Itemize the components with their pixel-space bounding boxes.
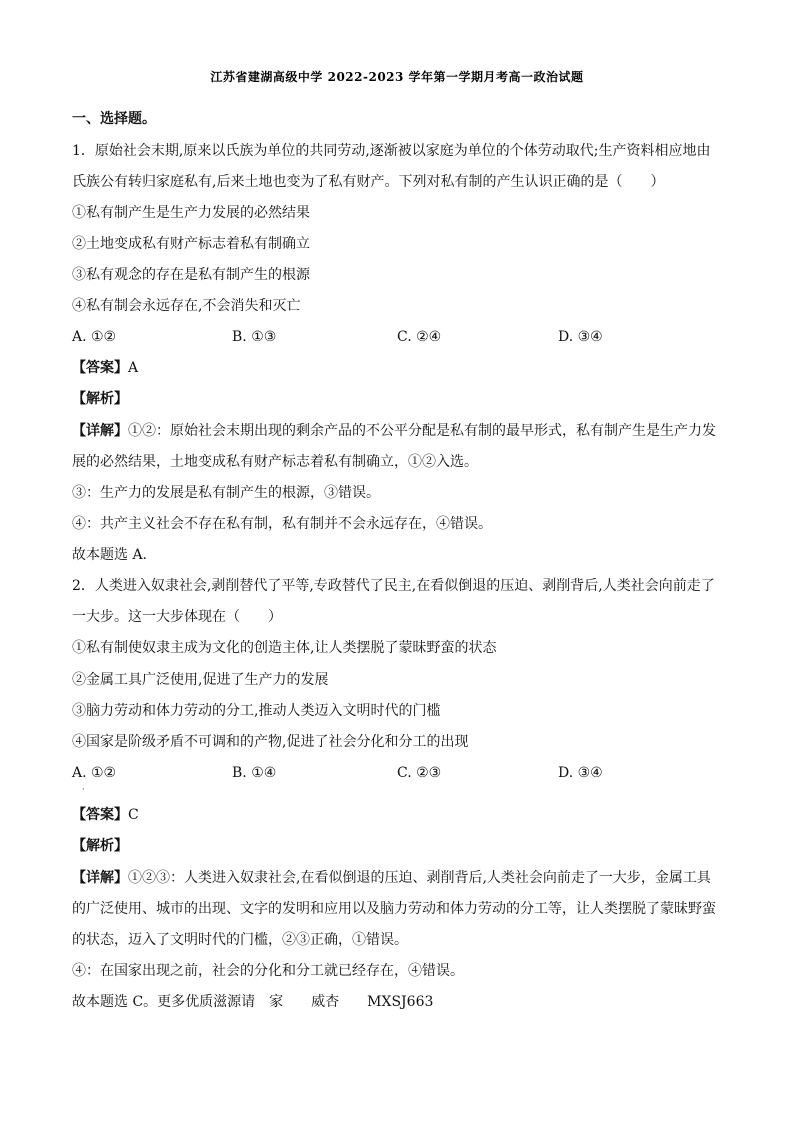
q1-item-1: ①私有制产生是生产力发展的必然结果 [72,205,310,221]
q2-item-1: ①私有制使奴隶主成为文化的创造主体,让人类摆脱了蒙昧野蛮的状态 [72,640,497,656]
q1-option-b: B. ①③ [232,329,277,345]
answer-value: C [128,807,139,823]
q2-answer [72,806,139,824]
q1-option-d: D. ③④ [558,329,603,345]
q2-conclusion: 故本题选 C。更多优质滋源请 家 威杏 MXSJ663 [72,994,434,1010]
q1-option-a: A. ①② [72,329,117,345]
detail-text: ①②：原始社会末期出现的剩余产品的不公平分配是私有制的最早形式，私有制产生是生产力发 [128,423,716,439]
page-title: 江苏省建湖高级中学 2022-2023 学年第一学期月考高一政治试题 [210,70,584,84]
detail-tag: 【详解】 [72,870,128,886]
q2-stem-line2: 一大步。这一大步体现在（ ） [72,609,282,625]
q1-detail-line4: ④：共产主义社会不存在私有制，私有制并不会永远存在，④错误。 [72,516,492,532]
answer-tag: 【答案】 [72,807,128,823]
q1-conclusion: 故本题选 A. [72,547,148,563]
q2-detail-line3: 的状态，迈入了文明时代的门槛，②③正确，①错误。 [72,932,408,948]
q2-item-4: ④国家是阶级矛盾不可调和的产物,促进了社会分化和分工的出现 [72,734,469,750]
q1-item-2: ②土地变成私有财产标志着私有制确立 [72,236,310,252]
q1-option-c: C. ②④ [397,329,442,345]
q1-detail-line2: 展的必然结果，土地变成私有财产标志着私有制确立，①②入选。 [72,454,478,470]
analysis-tag: 【解析】 [72,391,128,407]
q2-option-d: D. ③④ [558,765,603,781]
q2-option-a: A. ①② [72,765,117,781]
answer-value: A [128,360,139,376]
q1-detail-line1 [72,422,716,440]
q1-item-4: ④私有制会永远存在,不会消失和灭亡 [72,298,301,314]
detail-tag: 【详解】 [72,423,128,439]
q1-analysis [72,390,128,408]
q2-detail-line4: ④：在国家出现之前，社会的分化和分工就已经存在，④错误。 [72,963,464,979]
q2-option-b: B. ①④ [232,765,277,781]
q1-answer [72,359,138,377]
analysis-tag: 【解析】 [72,838,128,854]
answer-tag: 【答案】 [72,360,128,376]
q2-item-2: ②金属工具广泛使用,促进了生产力的发展 [72,672,329,688]
q2-stem-line1: 2．人类进入奴隶社会,剥削替代了平等,专政替代了民主,在看似倒退的压迫、剥削背后,人类社会向前走了 [72,578,715,594]
q1-stem-line1: 1．原始社会末期,原来以氏族为单位的共同劳动,逐渐被以家庭为单位的个体劳动取代;生产资料相应地由 [72,143,711,159]
q2-analysis [72,837,128,855]
q2-detail-line1 [72,869,711,887]
stray-dot: · [82,785,85,794]
q2-item-3: ③脑力劳动和体力劳动的分工,推动人类迈入文明时代的门槛 [72,703,441,719]
q1-item-3: ③私有观念的存在是私有制产生的根源 [72,267,310,283]
q2-detail-line2: 的广泛使用、城市的出现、文字的发明和应用以及脑力劳动和体力劳动的分工等，让人类摆脱了蒙昧野蛮 [72,901,716,917]
q1-detail-line3: ③：生产力的发展是私有制产生的根源，③错误。 [72,485,380,501]
q1-stem-line2: 氏族公有转归家庭私有,后来土地也变为了私有财产。下列对私有制的产生认识正确的是（ ） [72,174,665,190]
section-heading: 一、选择题。 [72,111,156,127]
q2-option-c: C. ②③ [397,765,442,781]
detail-text: ①②③：人类进入奴隶社会,在看似倒退的压迫、剥削背后,人类社会向前走了一大步，金属工具 [128,870,711,886]
